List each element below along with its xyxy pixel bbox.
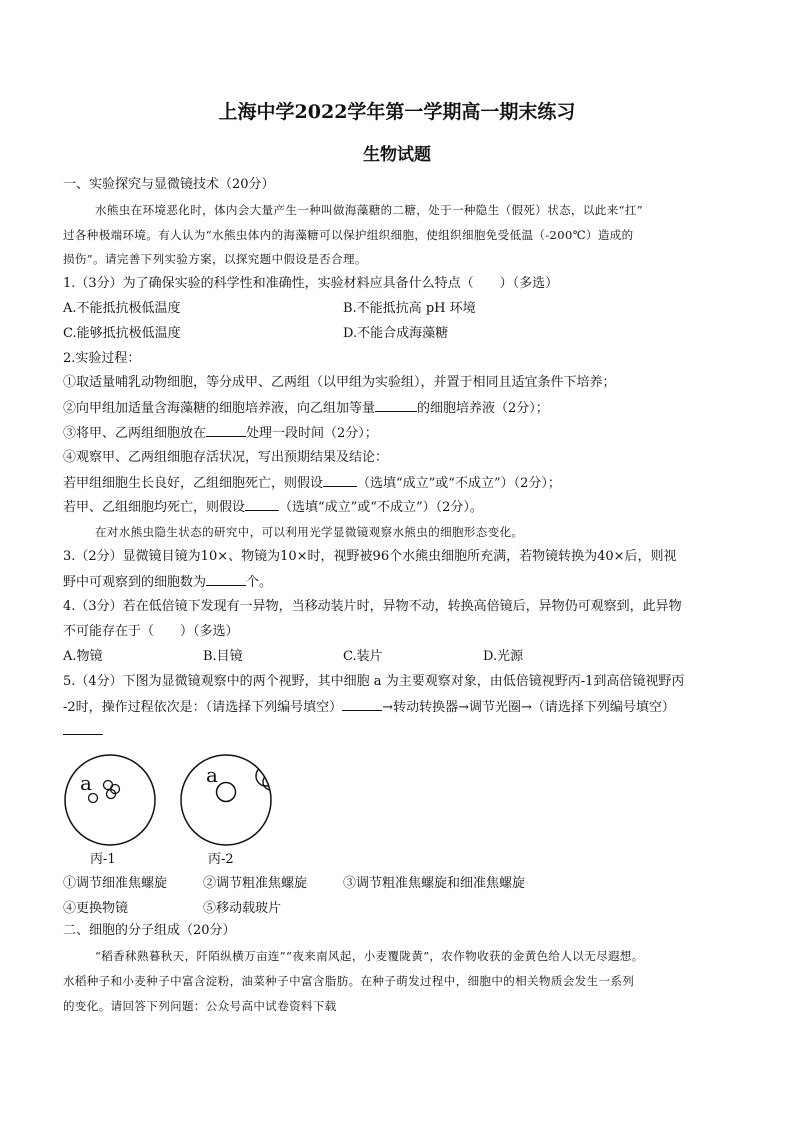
q1-option-d: D.不能合成海藻糖 — [343, 326, 449, 341]
q4-option-c: C.装片 — [343, 649, 383, 664]
q2-heading: 2.实验过程： — [63, 351, 141, 366]
q2-step3-text-a: ③将甲、乙两组细胞放在 — [63, 426, 207, 441]
q5-choice-1: ①调节细准焦螺旋 — [63, 876, 168, 891]
section2-heading: 二、细胞的分子组成（20分） — [63, 923, 236, 938]
microscope-field-1-drawing — [62, 752, 158, 848]
field-1-caption: 丙-1 — [90, 852, 116, 867]
q4-line1: 4.（3分）若在低倍镜下发现有一异物，当移动装片时，异物不动，转换高倍镜后，异物仍可观察到，此异物 — [63, 599, 682, 614]
q2-step2 — [63, 399, 549, 418]
exam-subtitle: 生物试题 — [363, 145, 431, 165]
cell-a — [89, 794, 98, 803]
section1-intro-line: 损伤”。请完善下列实验方案，以探究题中假设是否合理。 — [63, 252, 367, 266]
cell-a-label: a — [206, 763, 218, 787]
exam-title: 上海中学2022学年第一学期高一期末练习 — [218, 101, 576, 123]
q2-result1-text-a: 若甲组细胞生长良好，乙组细胞死亡，则假设 — [63, 476, 324, 491]
section2-intro-line: 水稻种子和小麦种子中富含淀粉，油菜种子中富含脂肪。在种子萌发过程中，细胞中的相关物质会发生一系列 — [63, 974, 635, 988]
answer-blank[interactable] — [63, 722, 103, 735]
section1-intro-line: 水熊虫在环境恶化时，体内会大量产生一种叫做海藻糖的二糖，处于一种隐生（假死）状态，以此来“扛” — [95, 203, 644, 217]
q2-step2-text-b: 的细胞培养液（2分）； — [417, 401, 549, 416]
q2-result2 — [63, 498, 483, 517]
q5-line1: 5.（4分）下图为显微镜观察中的两个视野，其中细胞 a 为主要观察对象，由低倍镜视野丙-1到高倍镜视野丙 — [63, 674, 685, 689]
q5-choice-5: ⑤移动载玻片 — [203, 901, 282, 916]
q4-line2: 不可能存在于（ ）（多选） — [63, 624, 239, 639]
q2-step3-text-b: 处理一段时间（2分）； — [246, 426, 378, 441]
microscope-note: 在对水熊虫隐生状态的研究中，可以利用光学显微镜观察水熊虫的细胞形态变化。 — [95, 525, 524, 539]
answer-blank[interactable] — [342, 698, 382, 711]
q5-text-b: →转动转换器→调节光圈→（请选择下列编号填空） — [382, 700, 675, 715]
q5-line2 — [63, 698, 675, 717]
q5-text-a: -2时，操作过程依次是：（请选择下列编号填空） — [63, 700, 343, 715]
q3-text-b: 个。 — [246, 575, 273, 590]
answer-blank[interactable] — [206, 424, 246, 437]
field-2-caption: 丙-2 — [208, 852, 234, 867]
q2-step1: ①取适量哺乳动物细胞，等分成甲、乙两组（以甲组为实验组），并置于相同且适宜条件下培养； — [63, 375, 616, 390]
section1-intro-line: 过各种极端环境。有人认为“水熊虫体内的海藻糖可以保护组织细胞，使组织细胞免受低温（-200℃）造成的 — [63, 228, 634, 242]
q1-option-c: C.能够抵抗极低温度 — [63, 326, 181, 341]
q1-stem: 1.（3分）为了确保实验的科学性和准确性，实验材料应具备什么特点（ ）（多选） — [63, 276, 559, 291]
q4-option-b: B.目镜 — [203, 649, 243, 664]
q2-result1 — [63, 474, 561, 493]
q5-trailing-blank — [63, 722, 103, 741]
q1-option-b: B.不能抵抗高 pH 环境 — [343, 301, 476, 316]
q5-choice-2: ②调节粗准焦螺旋 — [203, 876, 308, 891]
field-circle — [65, 755, 155, 845]
q4-option-a: A.物镜 — [63, 649, 103, 664]
q2-result1-text-b: （选填“成立”或“不成立”）（2分）； — [357, 476, 561, 491]
answer-blank[interactable] — [375, 399, 417, 412]
microscope-field-2 — [178, 752, 274, 848]
cell-a-magnified — [217, 783, 236, 802]
q3-text-a: 野中可观察到的细胞数为 — [63, 575, 207, 590]
field-circle — [181, 755, 271, 845]
q5-choice-4: ④更换物镜 — [63, 901, 129, 916]
q2-step2-text-a: ②向甲组加适量含海藻糖的细胞培养液，向乙组加等量 — [63, 401, 376, 416]
section2-intro-line: “稻香秫熟暮秋天，阡陌纵横万亩连”“夜来南风起，小麦覆陇黄”，农作物收获的金黄色给人以无尽遐想。 — [95, 949, 644, 963]
q2-step4: ④观察甲、乙两组细胞存活状况，写出预期结果及结论： — [63, 450, 389, 465]
q2-result2-text-a: 若甲、乙组细胞均死亡，则假设 — [63, 500, 246, 515]
q4-option-d: D.光源 — [483, 649, 524, 664]
microscope-field-1 — [62, 752, 158, 848]
q5-choice-3: ③调节粗准焦螺旋和细准焦螺旋 — [343, 876, 526, 891]
answer-blank[interactable] — [206, 573, 246, 586]
answer-blank[interactable] — [323, 474, 357, 487]
q2-result2-text-b: （选填“成立”或“不成立”）（2分）。 — [279, 500, 483, 515]
section1-heading: 一、实验探究与显微镜技术（20分） — [63, 177, 275, 192]
section2-intro-line: 的变化。请回答下列问题：公众号高中试卷资料下载 — [63, 999, 337, 1013]
q2-step3 — [63, 424, 378, 443]
microscope-field-2-drawing — [178, 752, 274, 848]
cell-a-label: a — [80, 771, 92, 795]
q3-line2 — [63, 573, 272, 592]
q1-option-a: A.不能抵抗极低温度 — [63, 301, 181, 316]
q3-line1: 3.（2分）显微镜目镜为10×、物镜为10×时，视野被96个水熊虫细胞所充满，若物镜转换为40×后，则视 — [63, 549, 677, 564]
answer-blank[interactable] — [245, 498, 279, 511]
